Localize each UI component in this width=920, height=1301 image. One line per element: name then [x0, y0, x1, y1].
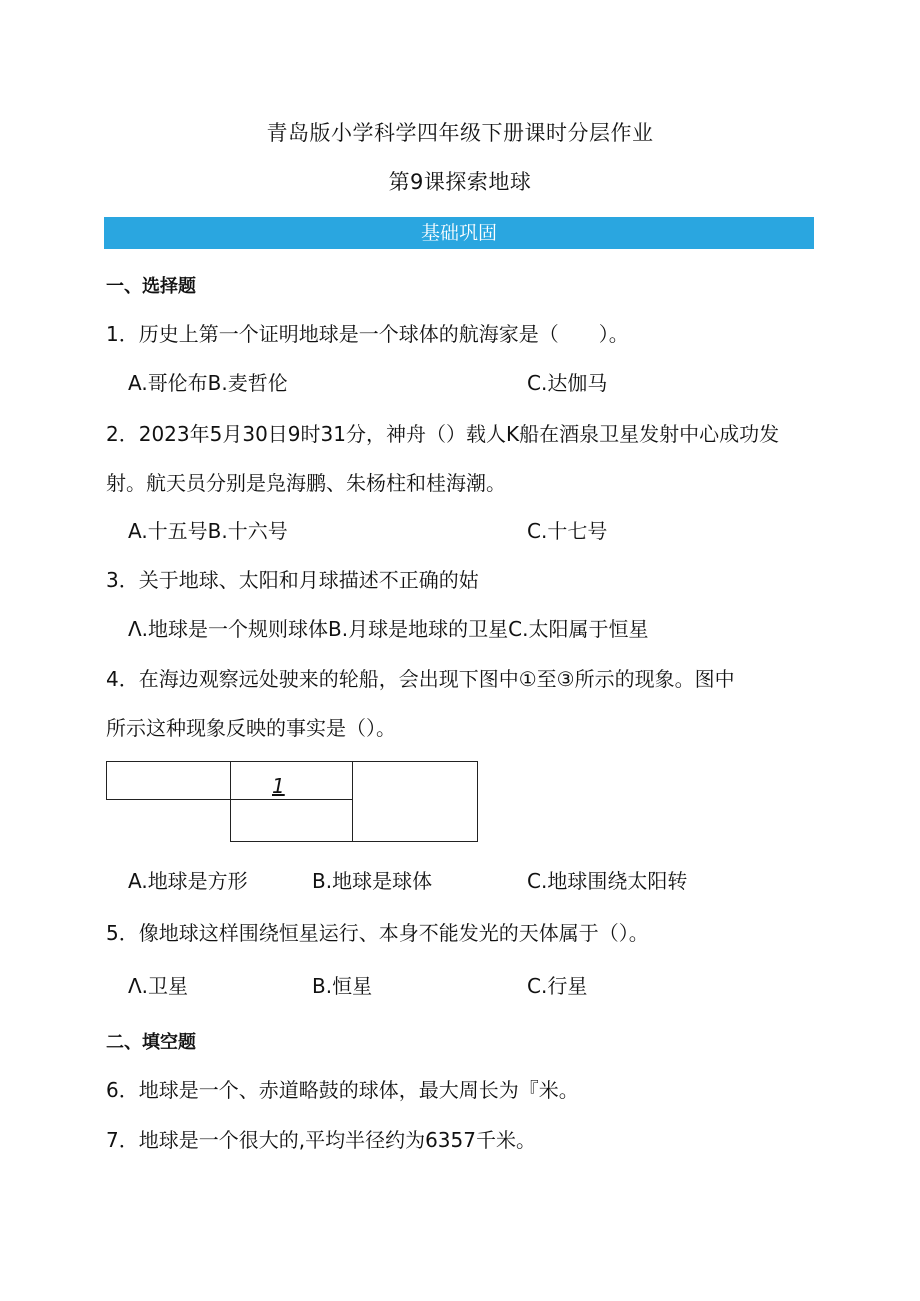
question-4-option-a: A.地球是方形 — [128, 869, 248, 893]
section-heading-choice: 一、选择题 — [106, 276, 196, 297]
question-6: 6．地球是一个、赤道略鼓的球体，最大周长为『米。 — [106, 1078, 579, 1102]
question-2-option-c: C.十七号 — [527, 519, 608, 543]
question-5-option-a: Λ.卫星 — [128, 974, 189, 998]
question-5-option-b: B.恒星 — [312, 974, 373, 998]
question-5: 5．像地球这样围绕恒星运行、本身不能发光的天体属于（）。 — [106, 921, 649, 945]
figure-cell — [230, 761, 353, 800]
question-4-line1: 4．在海边观察远处驶来的轮船，会出现下图中①至③所示的现象。图中 — [106, 667, 735, 691]
question-2-options-ab: A.十五号B.十六号 — [128, 519, 288, 543]
question-4-option-b: B.地球是球体 — [312, 869, 433, 893]
lesson-subtitle: 第9课探索地球 — [388, 170, 532, 194]
question-4-line2: 所示这种现象反映的事实是（）。 — [106, 716, 396, 740]
question-1: 1．历史上第一个证明地球是一个球体的航海家是（ ）。 — [106, 322, 629, 346]
question-7: 7．地球是一个很大的,平均半径约为6357千米。 — [106, 1128, 536, 1152]
question-1-option-c: C.达伽马 — [527, 371, 608, 395]
question-1-options-ab: A.哥伦布B.麦哲伦 — [128, 371, 288, 395]
question-3: 3．关于地球、太阳和月球描述不正确的姑 — [106, 568, 479, 592]
question-5-option-c: C.行星 — [527, 974, 588, 998]
section-banner: 基础巩固 — [104, 217, 814, 249]
figure-cell — [106, 761, 231, 800]
section-heading-fill: 二、填空题 — [106, 1032, 196, 1053]
figure-cell — [352, 761, 478, 842]
page-title: 青岛版小学科学四年级下册课时分层作业 — [266, 121, 654, 145]
question-2-line1: 2．2023年5月30日9时31分，神舟（）载人K船在酒泉卫星发射中心成功发 — [106, 422, 780, 446]
question-4-option-c: C.地球围绕太阳转 — [527, 869, 688, 893]
question-2-line2: 射。航天员分别是凫海鹏、朱杨柱和桂海潮。 — [106, 471, 506, 495]
figure-cell — [230, 799, 353, 842]
question-3-options: Λ.地球是一个规则球体B.月球是地球的卫星C.太阳属于恒星 — [128, 617, 649, 641]
figure-label: 1 — [272, 774, 285, 798]
